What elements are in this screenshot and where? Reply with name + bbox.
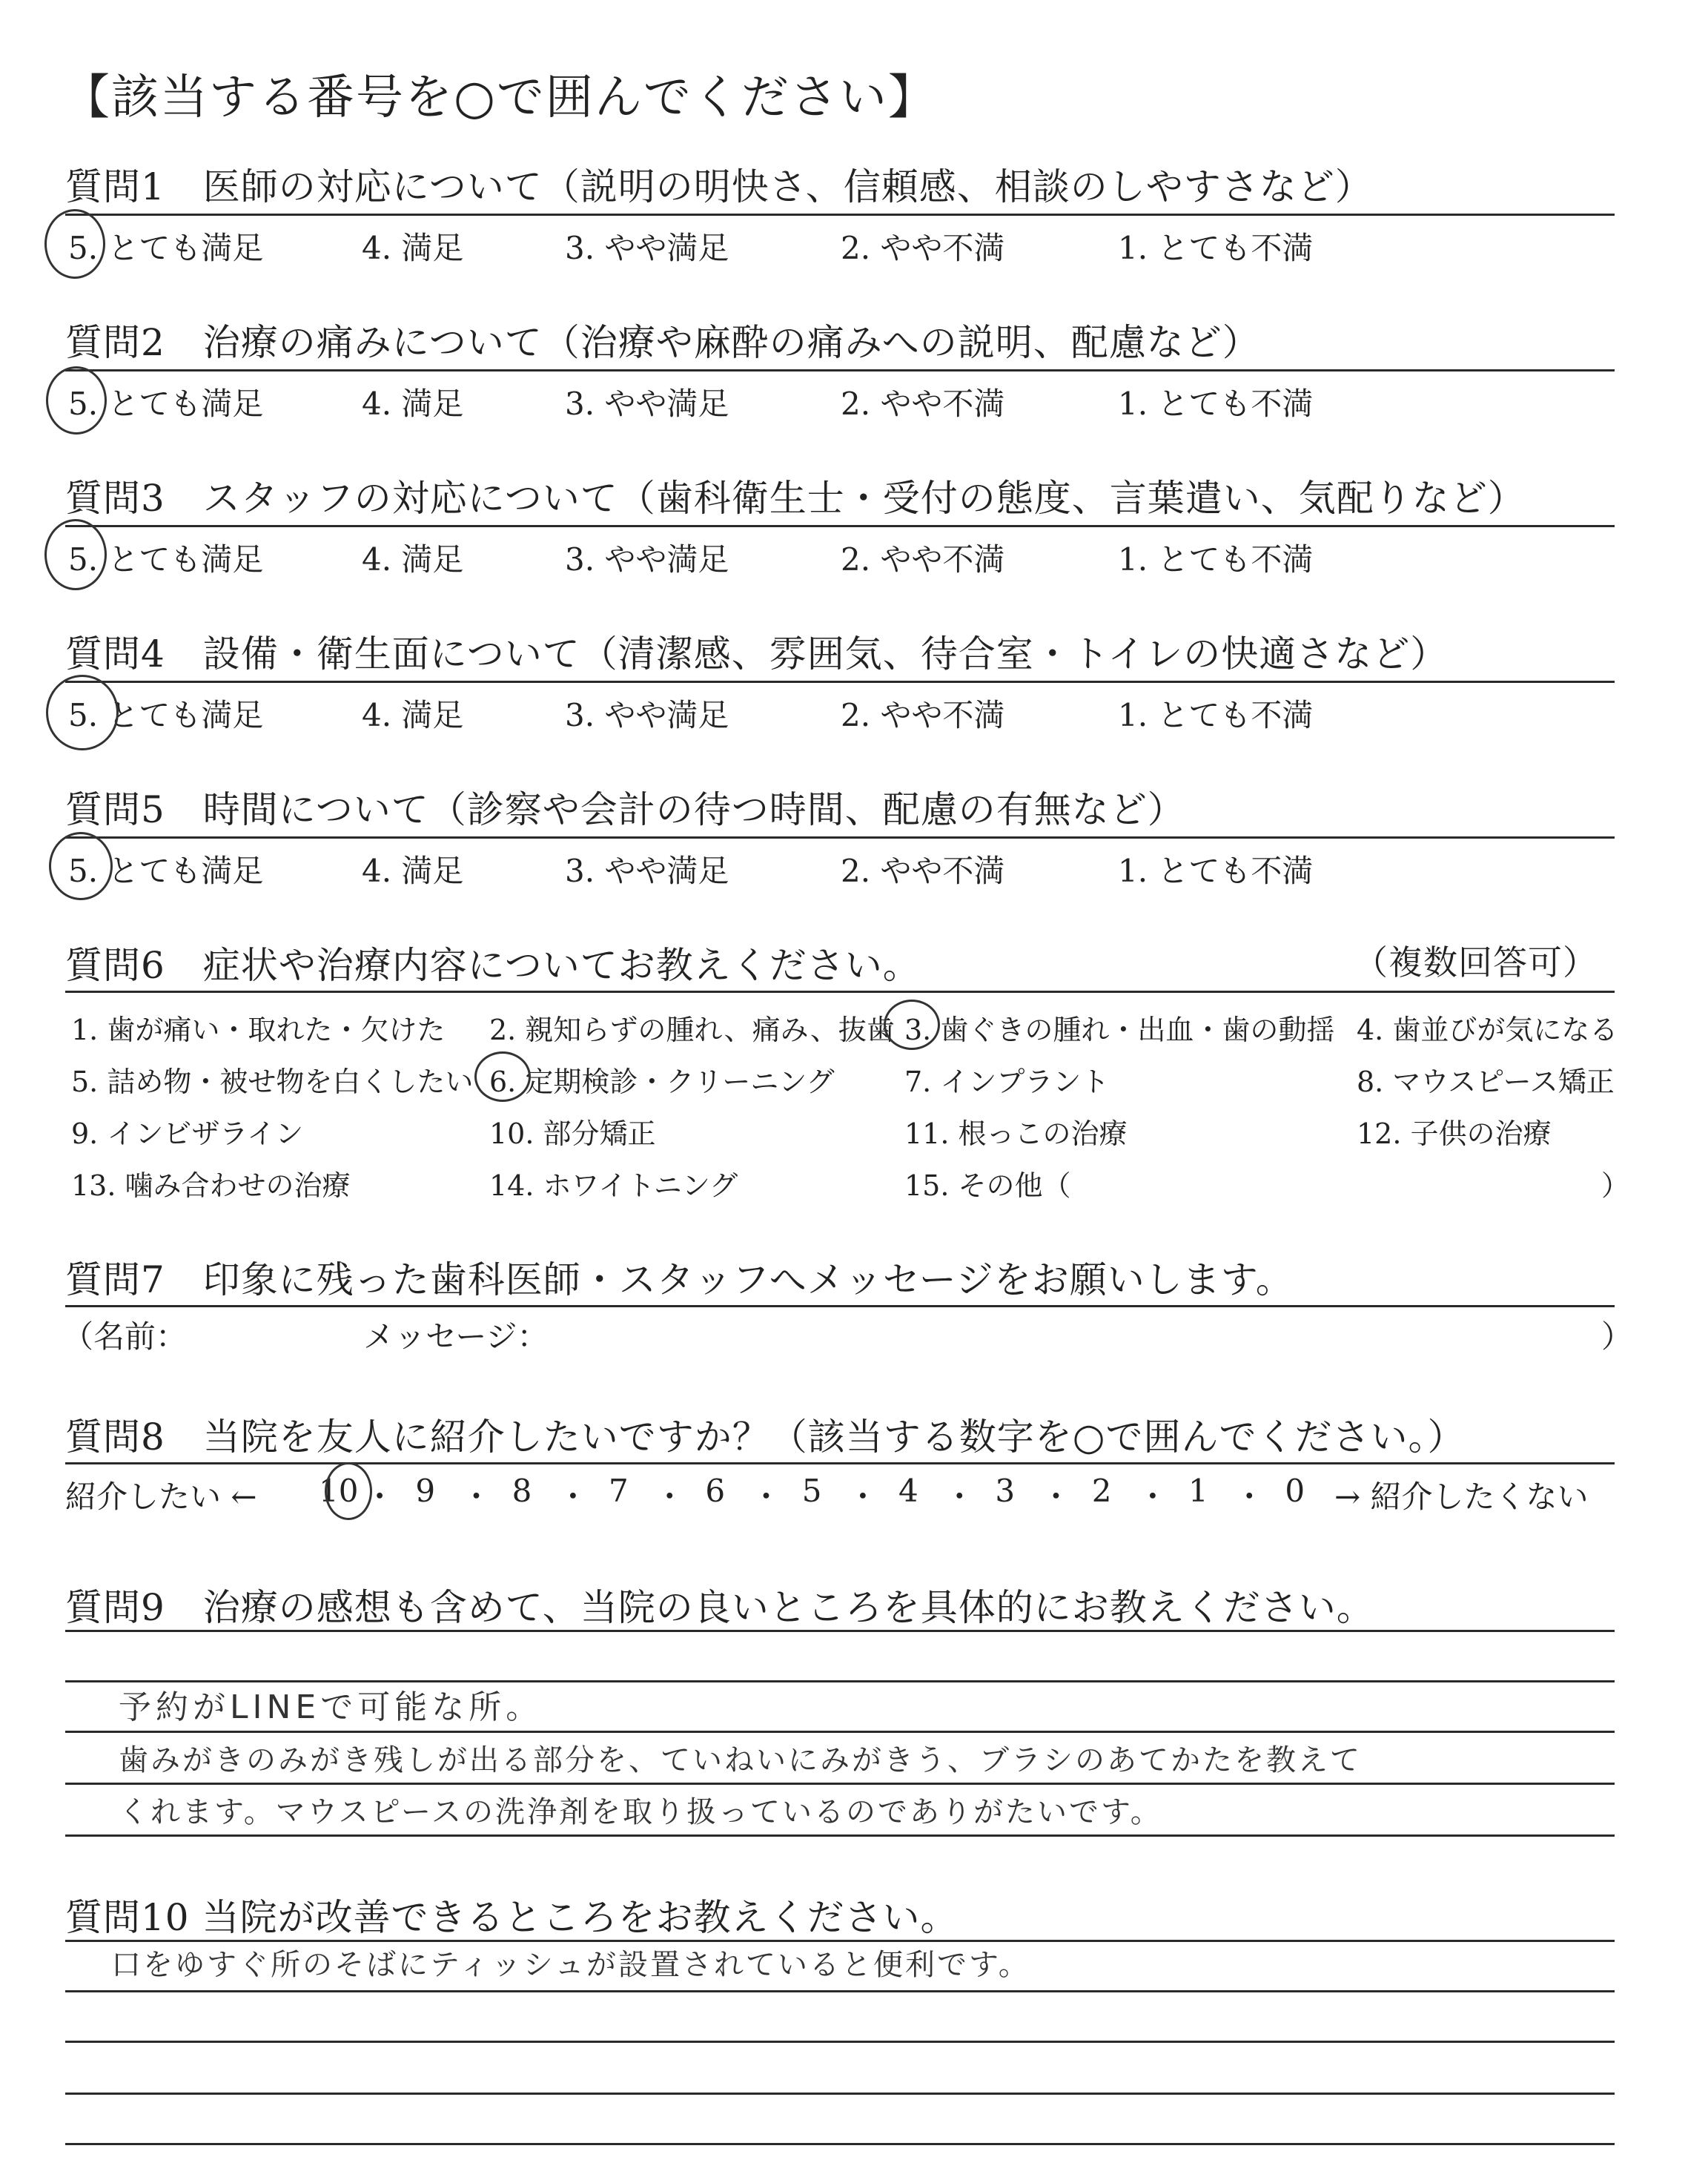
q8-scale-number-5[interactable]: 5 [801, 1473, 822, 1509]
q2-option-1[interactable]: 1. とても不満 [1118, 386, 1314, 422]
q2-option-4[interactable]: 4. 満足 [362, 386, 464, 422]
q6-option-1[interactable]: 1. 歯が痛い・取れた・欠けた [71, 1014, 446, 1046]
answer-line [65, 2093, 1615, 2095]
question-10-heading: 質問10 当院が改善できるところをお教えください。 [65, 1896, 959, 1939]
q6-option-5[interactable]: 5. 詰め物・被せ物を白くしたい [71, 1066, 474, 1098]
q6-option-15[interactable]: 15. その他（ [904, 1169, 1071, 1202]
q8-scale-number-0[interactable]: 0 [1285, 1473, 1305, 1509]
answer-line [65, 1990, 1615, 1992]
q8-scale-number-10[interactable]: 10 [319, 1473, 359, 1509]
q1-option-5[interactable]: 5. とても満足 [68, 230, 264, 266]
answer-line [65, 1783, 1615, 1785]
q5-option-2[interactable]: 2. やや不満 [841, 853, 1005, 889]
q2-option-3[interactable]: 3. やや満足 [565, 386, 729, 422]
question-9-heading: 質問9 治療の感想も含めて、当院の良いところを具体的にお教えください。 [65, 1586, 1374, 1629]
q2-option-5[interactable]: 5. とても満足 [68, 386, 264, 422]
q1-option-4[interactable]: 4. 満足 [362, 230, 464, 266]
divider [65, 214, 1615, 216]
question-6-note: （複数回答可） [1354, 942, 1598, 982]
divider [65, 1305, 1615, 1307]
q5-option-3[interactable]: 3. やや満足 [565, 853, 729, 889]
q8-scale-separator: ・ [1234, 1479, 1265, 1515]
q8-scale-number-2[interactable]: 2 [1091, 1473, 1112, 1509]
q9-answer-line-1: 予約がLINEで可能な所。 [119, 1688, 543, 1726]
answer-line [65, 2041, 1615, 2043]
q8-scale-separator: ・ [944, 1479, 976, 1515]
q8-scale-number-1[interactable]: 1 [1188, 1473, 1208, 1509]
question-2-heading: 質問2 治療の痛みについて（治療や麻酔の痛みへの説明、配慮など） [65, 321, 1260, 364]
q6-option-2[interactable]: 2. 親知らずの腫れ、痛み、抜歯 [489, 1014, 895, 1046]
question-7-heading: 質問7 印象に残った歯科医師・スタッフへメッセージをお願いします。 [65, 1258, 1294, 1301]
q3-option-3[interactable]: 3. やや満足 [565, 541, 729, 578]
q8-scale-number-7[interactable]: 7 [609, 1473, 629, 1509]
q4-option-4[interactable]: 4. 満足 [362, 697, 464, 733]
q6-option-14[interactable]: 14. ホワイトニング [489, 1169, 738, 1202]
q3-option-1[interactable]: 1. とても不満 [1118, 541, 1314, 578]
question-4-heading: 質問4 設備・衛生面について（清潔感、雰囲気、待合室・トイレの快適さなど） [65, 633, 1449, 676]
q6-option-3[interactable]: 3. 歯ぐきの腫れ・出血・歯の動揺 [904, 1014, 1335, 1046]
q8-scale-number-6[interactable]: 6 [705, 1473, 726, 1509]
q4-option-3[interactable]: 3. やや満足 [565, 697, 729, 733]
q8-scale-number-3[interactable]: 3 [995, 1473, 1016, 1509]
divider [65, 525, 1615, 527]
q5-option-4[interactable]: 4. 満足 [362, 853, 464, 889]
q6-other-close: ） [1601, 1169, 1630, 1202]
page-title: 【該当する番号を○で囲んでください】 [62, 70, 937, 125]
q9-answer-line-2: 歯みがきのみがき残しが出る部分を、ていねいにみがきう、ブラシのあてかたを教えて [119, 1743, 1362, 1777]
answer-line [65, 2143, 1615, 2145]
q5-option-5[interactable]: 5. とても満足 [68, 853, 264, 889]
q3-option-4[interactable]: 4. 満足 [362, 541, 464, 578]
q8-scale-number-8[interactable]: 8 [512, 1473, 532, 1509]
q1-option-2[interactable]: 2. やや不満 [841, 230, 1005, 266]
q4-option-2[interactable]: 2. やや不満 [841, 697, 1005, 733]
q2-option-2[interactable]: 2. やや不満 [841, 386, 1005, 422]
q8-left-label: 紹介したい ← [65, 1479, 257, 1515]
question-6-heading: 質問6 症状や治療内容についてお教えください。 [65, 944, 921, 987]
q6-option-7[interactable]: 7. インプラント [904, 1066, 1110, 1098]
q7-close-paren: ） [1601, 1318, 1633, 1355]
q10-answer-line-1: 口をゆすぐ所のそばにティッシュが設置されていると便利です。 [111, 1948, 1030, 1982]
q3-option-5[interactable]: 5. とても満足 [68, 541, 264, 578]
q8-scale-separator: ・ [364, 1479, 396, 1515]
q8-scale-separator: ・ [557, 1479, 589, 1515]
q6-option-6[interactable]: 6. 定期検診・クリーニング [489, 1066, 835, 1098]
q8-scale-separator: ・ [1040, 1479, 1072, 1515]
q8-right-label: → 紹介したくない [1334, 1479, 1589, 1515]
q8-scale-separator: ・ [750, 1479, 782, 1515]
q6-option-9[interactable]: 9. インビザライン [71, 1117, 304, 1150]
question-5-heading: 質問5 時間について（診察や会計の待つ時間、配慮の有無など） [65, 788, 1185, 831]
q1-option-1[interactable]: 1. とても不満 [1118, 230, 1314, 266]
q4-option-1[interactable]: 1. とても不満 [1118, 697, 1314, 733]
q8-scale-separator: ・ [654, 1479, 686, 1515]
q5-option-1[interactable]: 1. とても不満 [1118, 853, 1314, 889]
q7-message-label: メッセージ： [363, 1318, 549, 1355]
q1-option-3[interactable]: 3. やや満足 [565, 230, 729, 266]
divider [65, 681, 1615, 683]
divider [65, 1462, 1615, 1464]
q6-option-4[interactable]: 4. 歯並びが気になる [1357, 1014, 1618, 1046]
question-8-heading: 質問8 当院を友人に紹介したいですか？（該当する数字を○で囲んでください。） [65, 1416, 1466, 1459]
question-1-heading: 質問1 医師の対応について（説明の明快さ、信頼感、相談のしやすさなど） [65, 165, 1373, 208]
q7-name-label: （名前： [62, 1318, 188, 1355]
q6-option-11[interactable]: 11. 根っこの治療 [904, 1117, 1128, 1150]
answer-line [65, 1834, 1615, 1837]
q8-scale-number-4[interactable]: 4 [898, 1473, 918, 1509]
q6-option-10[interactable]: 10. 部分矯正 [489, 1117, 656, 1150]
q8-scale-separator: ・ [460, 1479, 492, 1515]
q3-option-2[interactable]: 2. やや不満 [841, 541, 1005, 578]
q8-scale [319, 1473, 1305, 1515]
q8-scale-separator: ・ [847, 1479, 878, 1515]
q8-scale-number-9[interactable]: 9 [415, 1473, 436, 1509]
q9-answer-line-3: くれます。マウスピースの洗浄剤を取り扱っているのでありがたいです。 [119, 1795, 1162, 1829]
q8-scale-separator: ・ [1136, 1479, 1168, 1515]
divider [65, 836, 1615, 839]
question-3-heading: 質問3 スタッフの対応について（歯科衛生士・受付の態度、言葉遣い、気配りなど） [65, 477, 1526, 520]
q6-option-8[interactable]: 8. マウスピース矯正 [1357, 1066, 1615, 1098]
divider [65, 991, 1615, 993]
divider [65, 1630, 1615, 1632]
q6-option-13[interactable]: 13. 噛み合わせの治療 [71, 1169, 351, 1202]
divider [65, 369, 1615, 371]
q4-option-5[interactable]: 5. とても満足 [68, 697, 264, 733]
answer-line [65, 1731, 1615, 1733]
q6-option-12[interactable]: 12. 子供の治療 [1357, 1117, 1552, 1150]
